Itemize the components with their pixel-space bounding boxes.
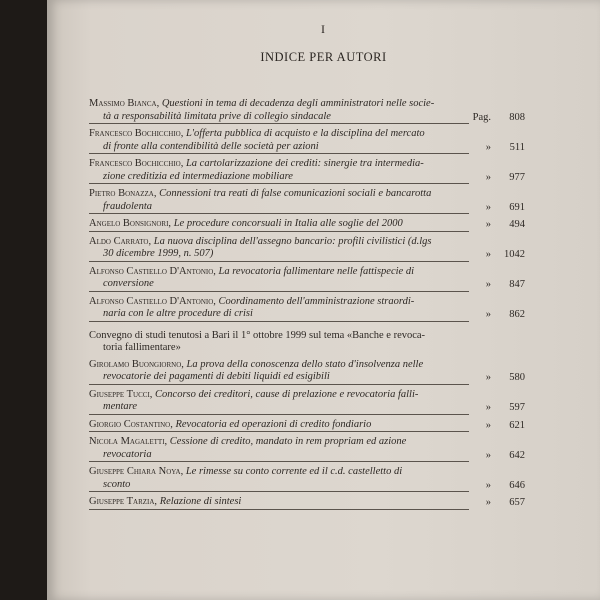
page-prefix: » xyxy=(485,372,491,383)
index-entry xyxy=(89,436,525,462)
index-entry xyxy=(89,128,525,154)
index-entry xyxy=(89,158,525,184)
entry-title: La nuova disciplina dell'assegno bancario: profili civilistici (d.lgs xyxy=(153,235,432,247)
entry-title: Le rimesse su conto corrente ed il c.d. castelletto di xyxy=(185,466,403,477)
page-prefix: » xyxy=(485,219,491,230)
entry-title: La prova della conoscenza dello stato d'insolvenza nelle xyxy=(186,358,424,370)
entry-author: Francesco Bochicchio, xyxy=(89,128,184,139)
page-number: 847 xyxy=(509,279,525,290)
page-number: 597 xyxy=(509,402,525,413)
conference-title-continued: toria fallimentare» xyxy=(103,342,181,353)
page-number: 580 xyxy=(509,372,525,383)
entry-title: La revocatoria fallimentare nelle fattispecie di xyxy=(218,265,414,277)
entry-author: Girolamo Buongiorno, xyxy=(89,358,184,370)
entry-title-continued: mentare xyxy=(103,401,138,412)
page-prefix: » xyxy=(485,171,491,183)
entry-author: Aldo Carrato, xyxy=(89,235,152,247)
entry-author: Giuseppe Tucci, xyxy=(89,388,153,400)
entry-author: Nicola Magaletti, xyxy=(89,436,168,447)
page-prefix: » xyxy=(485,419,491,431)
entry-author: Angelo Bonsignori, xyxy=(89,218,172,229)
page-prefix: » xyxy=(485,141,491,153)
book-page xyxy=(47,0,600,600)
index-entry xyxy=(89,236,525,262)
index-entry xyxy=(89,218,525,232)
entry-author: Giorgio Costantino, xyxy=(89,418,173,430)
page-prefix: » xyxy=(485,402,491,413)
entry-author: Pietro Bonazza, xyxy=(89,188,157,199)
entry-title: Relazione di sintesi xyxy=(159,496,242,507)
conference-heading xyxy=(89,330,525,355)
entry-title: La cartolarizzazione dei crediti: sinergie tra intermedia- xyxy=(185,158,424,169)
entry-author: Alfonso Castiello D'Antonio, xyxy=(89,265,216,277)
page-number: 494 xyxy=(509,219,525,230)
entry-author: Giuseppe Chiara Noya, xyxy=(89,466,184,477)
page-number: 646 xyxy=(509,479,525,491)
entry-title-continued: tà a responsabilità limitata prive di collegio sindacale xyxy=(103,110,331,122)
page-prefix: Pag. xyxy=(472,111,491,123)
page-number: 808 xyxy=(509,111,525,123)
entry-title: Le procedure concorsuali in Italia alle soglie del 2000 xyxy=(173,218,403,229)
index-entry xyxy=(89,296,525,322)
index-entry xyxy=(89,419,525,433)
page-number: 862 xyxy=(509,309,525,320)
page-number: 511 xyxy=(509,141,525,153)
index-entry xyxy=(89,359,525,385)
entry-title: Cessione di credito, mandato in rem propriam ed azione xyxy=(169,436,407,447)
entry-author: Giuseppe Tarzia, xyxy=(89,496,158,507)
entry-title: Coordinamento dell'amministrazione straordi- xyxy=(218,295,415,307)
page-prefix: » xyxy=(485,479,491,491)
conference-title: Convegno di studi tenutosi a Bari il 1° ottobre 1999 sul tema «Banche e revoca- xyxy=(89,329,426,341)
page-prefix: » xyxy=(485,279,491,290)
entry-author: Francesco Bochicchio, xyxy=(89,158,184,169)
page-prefix: » xyxy=(485,249,491,260)
entry-title: L'offerta pubblica di acquisto e la disciplina del mercato xyxy=(185,128,425,139)
page-number: 642 xyxy=(509,449,525,461)
page-number: 691 xyxy=(509,201,525,213)
entry-title-continued: 30 dicembre 1999, n. 507) xyxy=(103,248,214,259)
section-number: I xyxy=(321,22,326,36)
entry-title: Questioni in tema di decadenza degli amministratori nelle socie- xyxy=(161,98,435,109)
entry-title: Concorso dei creditori, cause di prelazione e revocatoria falli- xyxy=(155,388,419,400)
entry-title-continued: naria con le altre procedure di crisi xyxy=(103,308,253,319)
entry-title-continued: revocatorie dei pagamenti di debiti liquidi ed esigibili xyxy=(103,371,330,382)
entry-author: Alfonso Castiello D'Antonio, xyxy=(89,295,216,307)
page-number: 621 xyxy=(509,419,525,431)
entry-title-continued: revocatoria xyxy=(103,448,152,460)
page-number: 1042 xyxy=(504,249,525,260)
index-entry xyxy=(89,496,525,510)
entry-title-continued: di fronte alla contendibilità delle società per azioni xyxy=(103,140,319,152)
page-prefix: » xyxy=(485,497,491,508)
page-title: INDICE PER AUTORI xyxy=(260,50,387,64)
page-prefix: » xyxy=(485,309,491,320)
page-prefix: » xyxy=(485,201,491,213)
page-number: 977 xyxy=(509,171,525,183)
index-entry xyxy=(89,466,525,492)
entry-author: Massimo Bianca, xyxy=(89,98,160,109)
page-prefix: » xyxy=(485,449,491,461)
page-number: 657 xyxy=(509,497,525,508)
index-entry xyxy=(89,389,525,415)
entry-title: Revocatoria ed operazioni di credito fondiario xyxy=(175,418,372,430)
entry-title-continued: fraudolenta xyxy=(103,200,152,212)
index-entry xyxy=(89,266,525,292)
entry-title-continued: zione creditizia ed intermediazione mobiliare xyxy=(103,170,293,182)
index-entry xyxy=(89,188,525,214)
entry-title: Connessioni tra reati di false comunicazioni sociali e bancarotta xyxy=(159,188,432,199)
index-entry xyxy=(89,98,525,124)
entry-title-continued: conversione xyxy=(103,278,154,289)
index-list xyxy=(89,98,525,514)
entry-title-continued: sconto xyxy=(103,478,131,490)
